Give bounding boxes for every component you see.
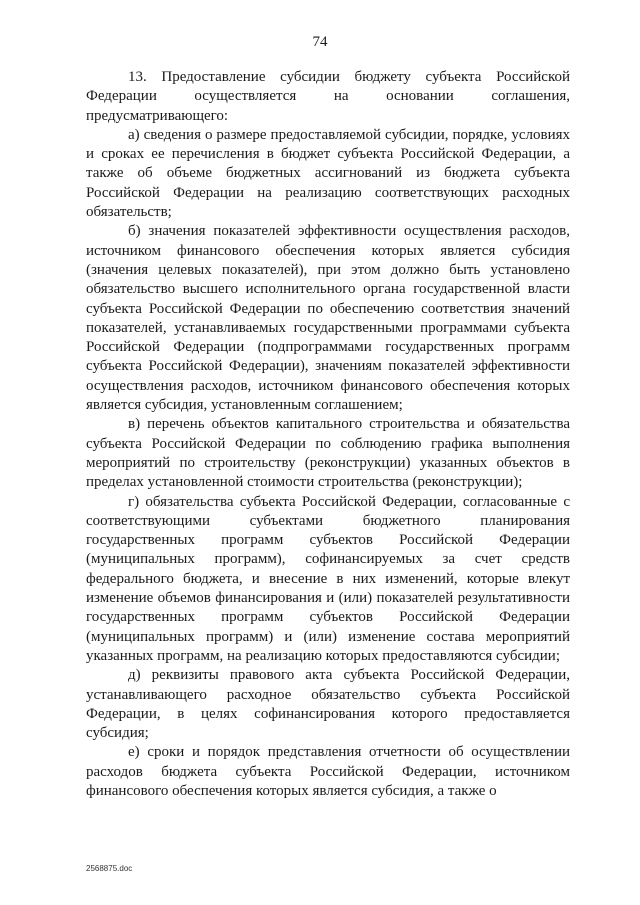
subclause-g: г) обязательства субъекта Российской Федерации, согласованные с соответствующими субъектами бюджетного планирования государственных программ субъектов Российской Федерации (муниципальных программ), софинансируемых за счет средств федерального бюджета, и внесение в них изменений, которые влекут изменение объемов финансирования и (или) показателей результативности государственных программ субъектов Российской Федерации (муниципальных программ) и (или) изменение состава мероприятий указанных программ, на реализацию которых предоставляются субсидии; <box>86 493 570 664</box>
subclause-d: д) реквизиты правового акта субъекта Российской Федерации, устанавливающего расходное обязательство субъекта Российской Федерации, в целях софинансирования которого предоставляется субсидия; <box>86 667 570 742</box>
paragraph-13: 13. Предоставление субсидии бюджету субъекта Российской Федерации осуществляется на основании соглашения, предусматривающего: <box>86 69 570 124</box>
subclause-e: е) сроки и порядок представления отчетности об осуществлении расходов бюджета субъекта Российской Федерации, источником финансового обеспечения которых является субсидия, а также о <box>86 744 570 799</box>
subclause-a: а) сведения о размере предоставляемой субсидии, порядке, условиях и сроках ее перечисления в бюджет субъекта Российской Федерации, а также об объеме бюджетных ассигнований из бюджета субъекта Российской Федерации на реализацию соответствующих расходных обязательств; <box>86 126 570 221</box>
document-body <box>86 68 570 801</box>
subclause-v: в) перечень объектов капитального строительства и обязательства субъекта Российской Федерации по соблюдению графика выполнения мероприятий по строительству (реконструкции) указанных объектов в пределах установленной стоимости строительства (реконструкции); <box>86 416 570 491</box>
page-number: 74 <box>312 34 328 50</box>
document-code-footer: 2568875.doc <box>86 864 133 873</box>
subclause-b: б) значения показателей эффективности осуществления расходов, источником финансового обеспечения которых является субсидия (значения целевых показателей), при этом должно быть установлено обязательство высшего исполнительного органа государственной власти субъекта Российской Федерации по обеспечению соответствия значений показателей, устанавливаемых государственными программами субъекта Российской Федерации (подпрограммами государственных программ субъекта Российской Федерации), значениям показателей эффективности осуществления расходов, источником финансового обеспечения которых является субсидия, установленным соглашением; <box>86 223 570 414</box>
